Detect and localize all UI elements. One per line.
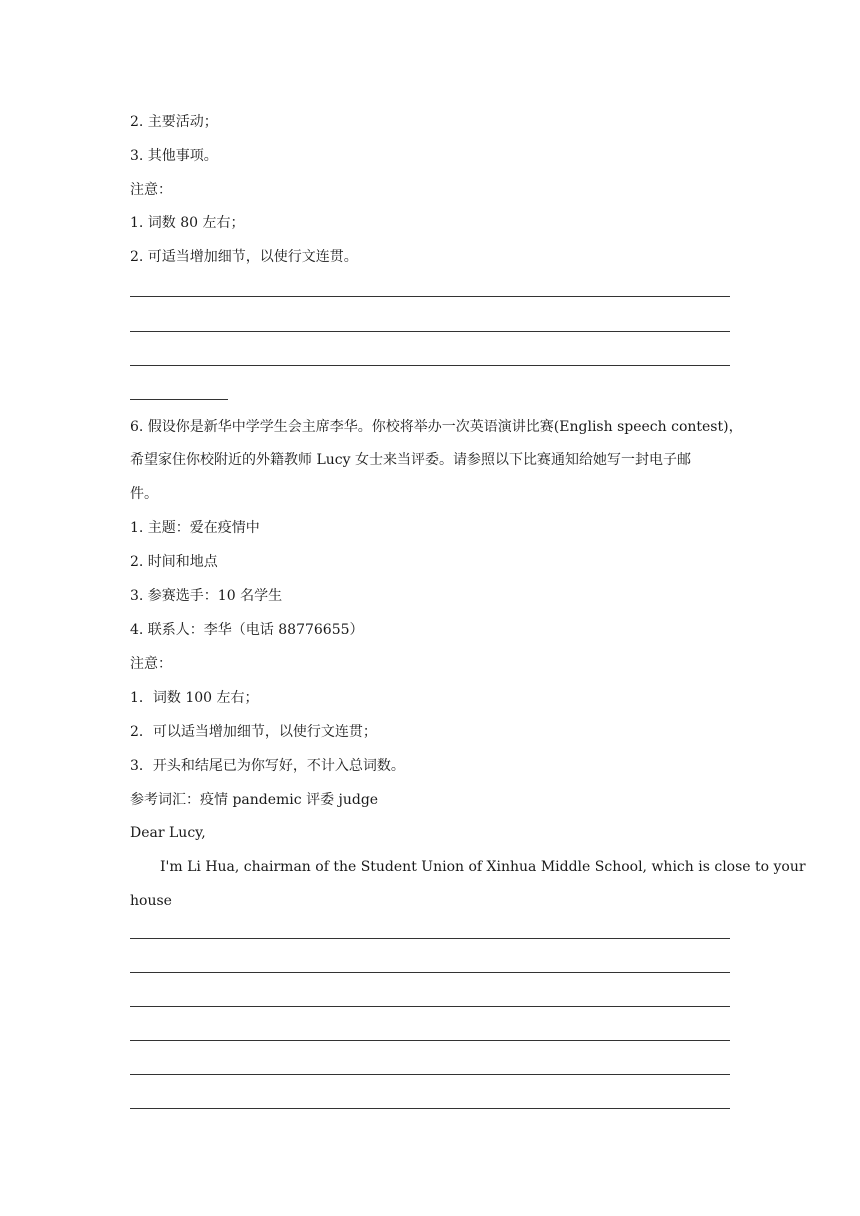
note-item-2: 2. 可适当增加细节，以使行文连贯。	[130, 249, 358, 265]
contest-item-3: 3. 参赛选手：10 名学生	[130, 588, 283, 604]
note-item-1: 1. 词数 80 左右；	[130, 215, 245, 231]
reference-vocabulary: 参考词汇：疫情 pandemic 评委 judge	[130, 792, 379, 808]
question-6-prompt-line-3: 件。	[130, 486, 158, 502]
answer-line	[130, 1108, 730, 1109]
note-item-3: 3．开头和结尾已为你写好，不计入总词数。	[130, 758, 405, 774]
answer-line	[130, 1074, 730, 1075]
note-item-1: 1．词数 100 左右；	[130, 690, 259, 706]
answer-line	[130, 296, 730, 297]
note-label: 注意：	[130, 182, 172, 198]
letter-greeting: Dear Lucy,	[130, 825, 206, 841]
answer-line	[130, 1040, 730, 1041]
requirement-item-2: 2. 主要活动；	[130, 114, 218, 130]
answer-line	[130, 938, 730, 939]
question-6-prompt-line-1: 6. 假设你是新华中学学生会主席李华。你校将举办一次英语演讲比赛(English speech contest)，	[130, 419, 743, 435]
answer-line	[130, 1006, 730, 1007]
note-label: 注意：	[130, 656, 172, 672]
answer-line-short	[130, 399, 228, 400]
letter-line-2: house	[130, 893, 172, 909]
contest-item-4: 4. 联系人：李华（电话 88776655）	[130, 622, 364, 638]
question-6-prompt-line-2: 希望家住你校附近的外籍教师 Lucy 女士来当评委。请参照以下比赛通知给她写一封电子邮	[130, 452, 691, 468]
answer-line	[130, 331, 730, 332]
answer-line	[130, 972, 730, 973]
note-item-2: 2．可以适当增加细节，以使行文连贯；	[130, 724, 377, 740]
contest-item-2: 2. 时间和地点	[130, 554, 218, 570]
requirement-item-3: 3. 其他事项。	[130, 148, 218, 164]
answer-line	[130, 365, 730, 366]
letter-line-1: I'm Li Hua, chairman of the Student Union of Xinhua Middle School, which is close to your	[160, 859, 806, 875]
contest-item-1: 1. 主题：爱在疫情中	[130, 520, 260, 536]
